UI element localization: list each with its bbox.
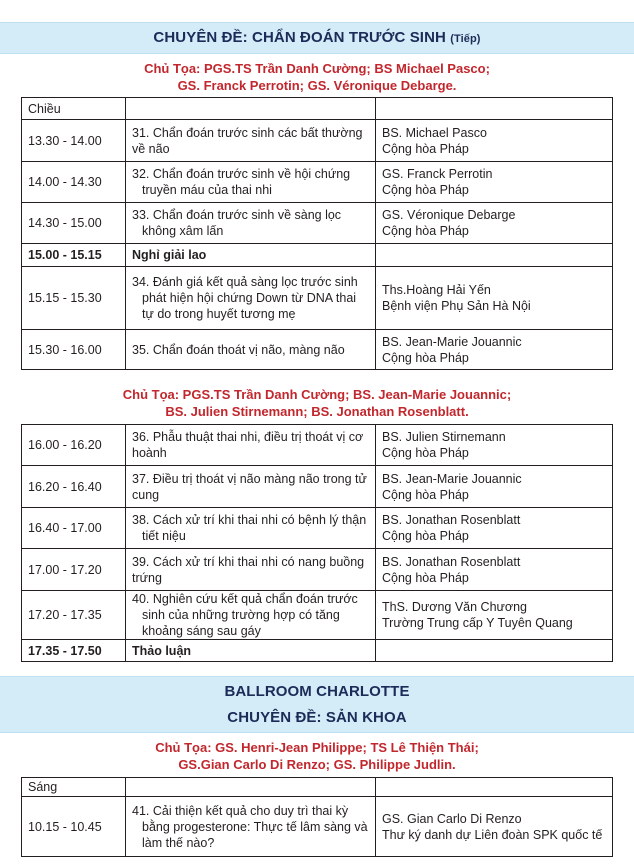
section-title-text: CHUYÊN ĐỀ: CHẨN ĐOÁN TRƯỚC SINH bbox=[153, 29, 446, 46]
chair-line: Chủ Tọa: PGS.TS Trần Danh Cường; BS Michael Pasco; bbox=[144, 61, 490, 76]
time-cell: 15.00 - 15.15 bbox=[22, 244, 126, 267]
table-row bbox=[22, 330, 613, 370]
speaker-affiliation: Cộng hòa Pháp bbox=[382, 141, 469, 156]
table-row bbox=[22, 162, 613, 203]
table-row bbox=[22, 267, 613, 330]
chair-line: Chủ Tọa: PGS.TS Trần Danh Cường; BS. Jean-Marie Jouannic; bbox=[122, 387, 512, 402]
speaker-name: BS. Michael Pasco bbox=[382, 125, 487, 140]
time-cell: 17.00 - 17.20 bbox=[22, 549, 126, 591]
speaker-name: GS. Véronique Debarge bbox=[382, 208, 516, 222]
time-cell: 14.30 - 15.00 bbox=[22, 203, 126, 244]
topic-cell: Nghỉ giải lao bbox=[126, 244, 376, 267]
time-cell: 17.35 - 17.50 bbox=[22, 640, 126, 662]
chair-line: BS. Julien Stirnemann; BS. Jonathan Rosenblatt. bbox=[165, 404, 469, 419]
schedule-table-morning bbox=[21, 777, 613, 857]
speaker-cell bbox=[376, 549, 613, 591]
time-cell: 15.15 - 15.30 bbox=[22, 267, 126, 330]
topic-cell: 41. Cải thiện kết quả cho duy trì thai kỳ bằng progesterone: Thực tế lâm sàng và làm thế nào? bbox=[126, 797, 376, 857]
topic-cell: 31. Chẩn đoán trước sinh các bất thường về não bbox=[126, 120, 376, 162]
speaker-name: BS. Julien Stirnemann bbox=[382, 430, 506, 444]
chair-line: GS. Franck Perrotin; GS. Véronique Debarge. bbox=[177, 78, 457, 93]
topic-cell: 36. Phẫu thuật thai nhi, điều trị thoát vị cơ hoành bbox=[126, 425, 376, 466]
chair-line: GS.Gian Carlo Di Renzo; GS. Philippe Judlin. bbox=[178, 757, 456, 772]
speaker-cell bbox=[376, 330, 613, 370]
speaker-name: BS. Jonathan Rosenblatt bbox=[382, 554, 521, 569]
table-row-discussion bbox=[22, 640, 613, 662]
section-title: CHUYÊN ĐỀ: SẢN KHOA bbox=[227, 709, 407, 726]
speaker-affiliation: Bệnh viện Phụ Sản Hà Nội bbox=[382, 299, 531, 313]
session-label-row bbox=[22, 98, 613, 120]
time-cell: 17.20 - 17.35 bbox=[22, 591, 126, 640]
time-cell: 16.40 - 17.00 bbox=[22, 508, 126, 549]
table-row bbox=[22, 797, 613, 857]
chair-line: Chủ Tọa: GS. Henri-Jean Philippe; TS Lê Thiện Thái; bbox=[155, 740, 479, 755]
topic-cell: 33. Chẩn đoán trước sinh về sàng lọc không xâm lấn bbox=[126, 203, 376, 244]
schedule-table-afternoon-2 bbox=[21, 424, 613, 662]
speaker-name: ThS. Dương Văn Chương bbox=[382, 600, 528, 614]
table-row bbox=[22, 425, 613, 466]
speaker-affiliation: Thư ký danh dự Liên đoàn SPK quốc tế bbox=[382, 827, 603, 842]
time-cell: 16.00 - 16.20 bbox=[22, 425, 126, 466]
time-cell: 14.00 - 14.30 bbox=[22, 162, 126, 203]
time-cell: 13.30 - 14.00 bbox=[22, 120, 126, 162]
speaker-name: GS. Gian Carlo Di Renzo bbox=[382, 811, 522, 826]
topic-cell: 32. Chẩn đoán trước sinh về hội chứng truyền máu của thai nhi bbox=[126, 162, 376, 203]
speaker-name: GS. Franck Perrotin bbox=[382, 167, 493, 181]
table-row bbox=[22, 466, 613, 508]
speaker-cell bbox=[376, 508, 613, 549]
table-row bbox=[22, 120, 613, 162]
topic-cell: 38. Cách xử trí khi thai nhi có bệnh lý thận tiết niệu bbox=[126, 508, 376, 549]
speaker-cell bbox=[376, 120, 613, 162]
speaker-cell bbox=[376, 591, 613, 640]
table-row bbox=[22, 591, 613, 640]
speaker-affiliation: Cộng hòa Pháp bbox=[382, 487, 469, 502]
speaker-affiliation: Trường Trung cấp Y Tuyên Quang bbox=[382, 616, 573, 630]
topic-cell: 34. Đánh giá kết quả sàng lọc trước sinh phát hiện hội chứng Down từ DNA thai tự do trong huyết tương mẹ bbox=[126, 267, 376, 330]
topic-cell: Thảo luận bbox=[126, 640, 376, 662]
speaker-affiliation: Cộng hòa Pháp bbox=[382, 570, 469, 585]
table-row bbox=[22, 508, 613, 549]
speaker-affiliation: Cộng hòa Pháp bbox=[382, 224, 469, 238]
table-row bbox=[22, 549, 613, 591]
section-title-suffix: (Tiếp) bbox=[450, 33, 481, 45]
session-label: Chiều bbox=[22, 98, 126, 120]
session-label: Sáng bbox=[22, 778, 126, 797]
speaker-name: BS. Jonathan Rosenblatt bbox=[382, 513, 521, 527]
speaker-cell bbox=[376, 797, 613, 857]
speaker-cell bbox=[376, 267, 613, 330]
speaker-name: BS. Jean-Marie Jouannic bbox=[382, 334, 522, 349]
speaker-cell bbox=[376, 466, 613, 508]
topic-cell: 37. Điều trị thoát vị não màng não trong tử cung bbox=[126, 466, 376, 508]
speaker-cell bbox=[376, 425, 613, 466]
speaker-cell bbox=[376, 162, 613, 203]
speaker-name: Ths.Hoàng Hải Yến bbox=[382, 283, 491, 297]
table-row-break bbox=[22, 244, 613, 267]
speaker-affiliation: Cộng hòa Pháp bbox=[382, 350, 469, 365]
speaker-affiliation: Cộng hòa Pháp bbox=[382, 446, 469, 460]
topic-cell: 35. Chẩn đoán thoát vị não, màng não bbox=[126, 330, 376, 370]
speaker-affiliation: Cộng hòa Pháp bbox=[382, 183, 469, 197]
speaker-affiliation: Cộng hòa Pháp bbox=[382, 529, 469, 543]
speaker-cell bbox=[376, 203, 613, 244]
schedule-table-afternoon bbox=[21, 97, 613, 370]
topic-cell: 39. Cách xử trí khi thai nhi có nang buồng trứng bbox=[126, 549, 376, 591]
speaker-name: BS. Jean-Marie Jouannic bbox=[382, 471, 522, 486]
topic-cell: 40. Nghiên cứu kết quả chẩn đoán trước sinh của những trường hợp có tăng khoảng sáng sau gáy bbox=[126, 591, 376, 640]
session-label-row bbox=[22, 778, 613, 797]
time-cell: 10.15 - 10.45 bbox=[22, 797, 126, 857]
room-title: BALLROOM CHARLOTTE bbox=[224, 683, 410, 700]
time-cell: 15.30 - 16.00 bbox=[22, 330, 126, 370]
time-cell: 16.20 - 16.40 bbox=[22, 466, 126, 508]
table-row bbox=[22, 203, 613, 244]
section-title bbox=[0, 29, 634, 46]
